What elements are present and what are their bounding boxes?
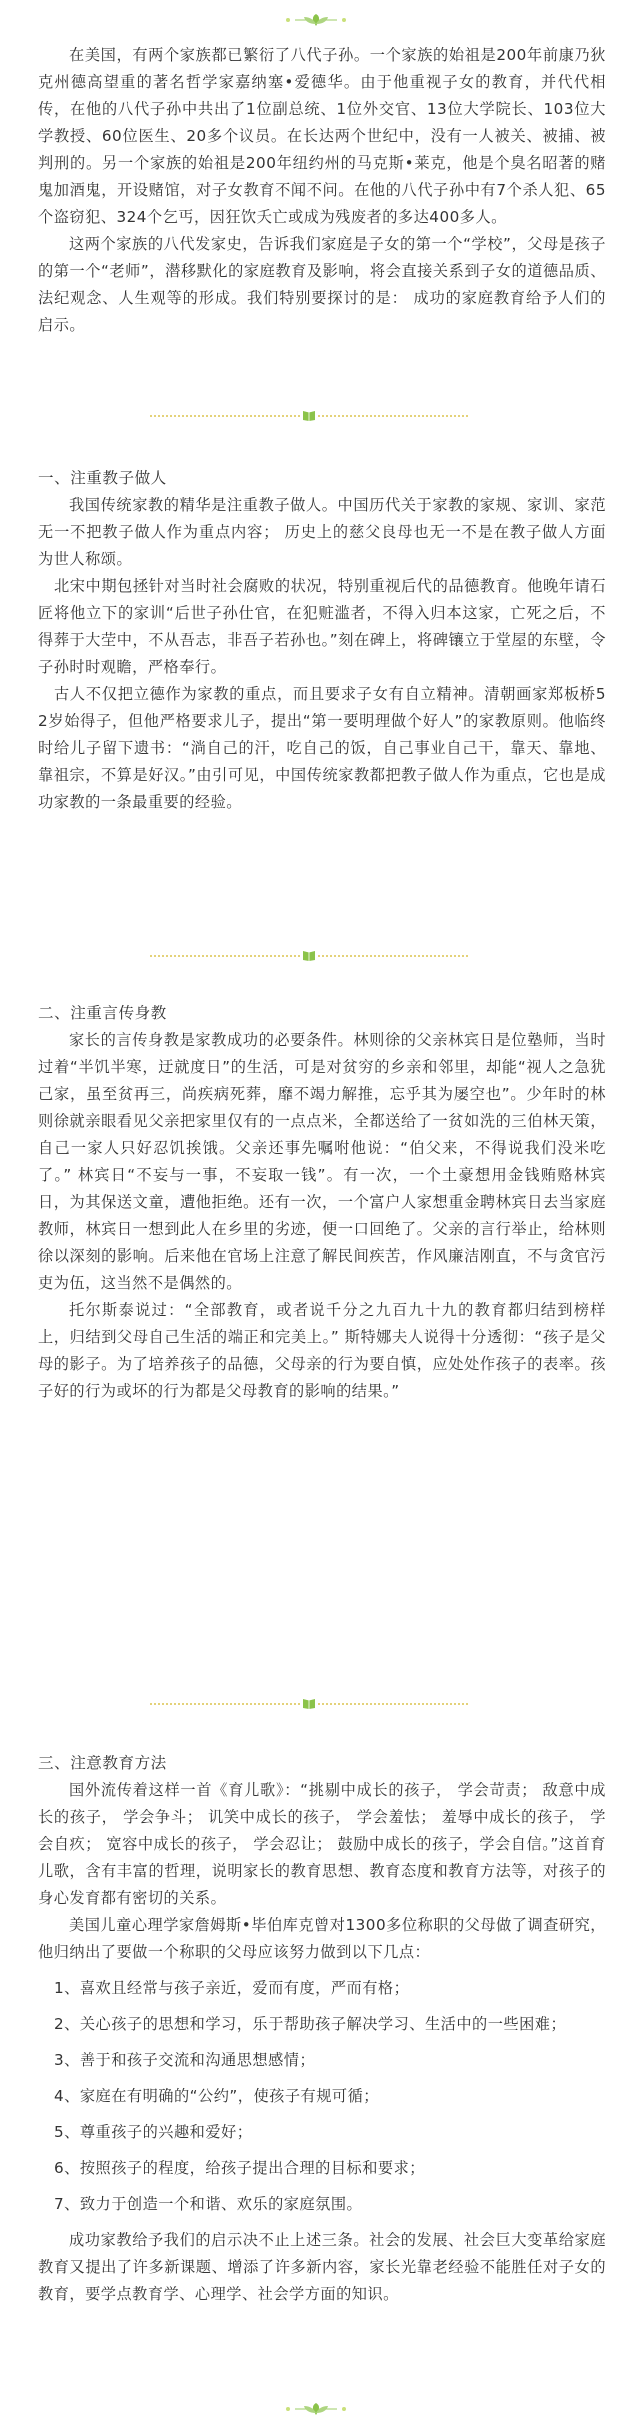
section-1-paragraph-1: 我国传统家教的精华是注重教子做人。中国历代关于家教的家规、家训、家范无一不把教子做人作为重点内容； 历史上的慈父良母也无一不是在教子做人方面为世人称颂。 (38, 496, 606, 568)
section-2-paragraph-2: 托尔斯泰说过：“全部教育，或者说千分之九百九十九的教育都归结到榜样上，归结到父母自己生活的端正和完美上。” 斯特娜夫人说得十分透彻：“孩子是父母的影子。为了培养孩子的品德，父母亲的行为要自慎，应处处作孩子的表率。孩子好的行为或坏的行为都是父母教育的影响的结果。” (38, 1301, 606, 1400)
section-heading-2: 二、注重言传身教 (38, 1004, 167, 1022)
green-book-icon (302, 949, 316, 961)
section-heading-3: 三、注意教育方法 (38, 1754, 167, 1772)
qualities-list (38, 1975, 606, 2218)
list-item: 6、按照孩子的程度，给孩子提出合理的目标和要求； (54, 2159, 425, 2177)
section-2-paragraph-1: 家长的言传身教是家教成功的必要条件。林则徐的父亲林宾日是位塾师，当时过着“半饥半寒，迂就度日”的生活，可是对贫穷的乡亲和邻里，却能“视人之急犹己家，虽至贫再三，尚疾病死葬，靡不竭力解推，忘乎其为屡空也”。少年时的林则徐就亲眼看见父亲把家里仅有的一点点米，全都送给了一贫如洗的三伯林天策，自己一家人只好忍饥挨饿。父亲还事先嘱咐他说：“伯父来，不得说我们没米吃了。” 林宾日“不妄与一事，不妄取一钱”。有一次，一个土豪想用金钱贿赂林宾日，为其保送文童，遭他拒绝。还有一次，一个富户人家想重金聘林宾日去当家庭教师，林宾日一想到此人在乡里的劣迹，便一口回绝了。父亲的言行举止，给林则徐以深刻的影响。后来他在官场上注意了解民间疾苦，作风廉洁刚直，不与贪官污吏为伍，这当然不是偶然的。 (38, 1031, 606, 1292)
section-1-paragraph-2: 北宋中期包拯针对当时社会腐败的状况，特别重视后代的品德教育。他晚年请石匠将他立下的家训“后世子孙仕官，在犯赃滥者，不得入归本这家，亡死之后，不得葬于大茔中，不从吾志，非吾子若孙也。”刻在碑上，将碑镶立于堂屋的东壁，令子孙时时观瞻，严格奉行。 (38, 577, 606, 676)
section-divider-2 (150, 950, 468, 962)
leaf-ornament-icon (285, 12, 347, 28)
list-item: 4、家庭在有明确的“公约”，使孩子有规可循； (54, 2087, 379, 2105)
section-3-body (38, 1777, 606, 2308)
green-book-icon (302, 409, 316, 421)
green-book-icon (302, 1697, 316, 1709)
section-divider-3 (150, 1698, 468, 1710)
section-3-paragraph-2: 美国儿童心理学家詹姆斯•毕伯库克曾对1300多位称职的父母做了调查研究，他归纳出了要做一个称职的父母应该努力做到以下几点： (38, 1916, 606, 1961)
section-3-paragraph-1: 国外流传着这样一首《育儿歌》：“挑剔中成长的孩子， 学会苛责； 敌意中成长的孩子， 学会争斗； 讥笑中成长的孩子， 学会羞怯； 羞辱中成长的孩子， 学会自疚； 宽容中成长的孩子， 学会忍让； 鼓励中成长的孩子，学会自信。”这首育儿歌，含有丰富的哲理，说明家长的教育思想、教育态度和教育方法等，对孩子的身心发育都有密切的关系。 (38, 1781, 606, 1907)
list-item: 3、善于和孩子交流和沟通思想感情； (54, 2051, 316, 2069)
list-item: 2、关心孩子的思想和学习，乐于帮助孩子解决学习、生活中的一些困难； (54, 2015, 567, 2033)
intro-paragraph-1: 在美国，有两个家族都已繁衍了八代子孙。一个家族的始祖是200年前康乃狄克州德高望重的著名哲学家嘉纳塞•爱德华。由于他重视子女的教育，并代代相传，在他的八代子孙中共出了1位副总统、1位外交官、13位大学院长、103位大学教授、60位医生、20多个议员。在长达两个世纪中，没有一人被关、被捕、被判刑的。另一个家族的始祖是200年纽约州的马克斯•莱克，他是个臭名昭著的赌鬼加酒鬼，开设赌馆，对子女教育不闻不问。在他的八代子孙中有7个杀人犯、65个盗窃犯、324个乞丐，因狂饮夭亡或成为残废者的多达400多人。 (38, 46, 606, 226)
leaf-ornament-icon (285, 2401, 347, 2417)
section-heading-1: 一、注重教子做人 (38, 469, 167, 487)
list-item: 5、尊重孩子的兴趣和爱好； (54, 2123, 253, 2141)
section-3-paragraph-3: 成功家教给予我们的启示决不止上述三条。社会的发展、社会巨大变革给家庭教育又提出了许多新课题、增添了许多新内容，家长光靠老经验不能胜任对子女的教育，要学点教育学、心理学、社会学方面的知识。 (38, 2231, 606, 2303)
section-divider-1 (150, 410, 468, 422)
section-2-body (38, 1027, 606, 1405)
section-1-paragraph-3: 古人不仅把立德作为家教的重点，而且要求子女有自立精神。清朝画家郑板桥52岁始得子，但他严格要求儿子，提出“第一要明理做个好人”的家教原则。他临终时给儿子留下遗书：“淌自己的汗，吃自己的饭，自己事业自己干，靠天、靠地、靠祖宗，不算是好汉。”由引可见，中国传统家教都把教子做人作为重点，它也是成功家教的一条最重要的经验。 (38, 685, 606, 811)
list-item: 7、致力于创造一个和谐、欢乐的家庭氛围。 (54, 2195, 363, 2213)
section-1-body (38, 492, 606, 816)
list-item: 1、喜欢且经常与孩子亲近，爱而有度，严而有格； (54, 1979, 410, 1997)
intro-section (38, 42, 606, 339)
intro-paragraph-2: 这两个家族的八代发家史，告诉我们家庭是子女的第一个“学校”，父母是孩子的第一个“老师”，潜移默化的家庭教育及影响，将会直接关系到子女的道德品质、法纪观念、人生观等的形成。我们特别要探讨的是： 成功的家庭教育给予人们的启示。 (38, 235, 606, 334)
